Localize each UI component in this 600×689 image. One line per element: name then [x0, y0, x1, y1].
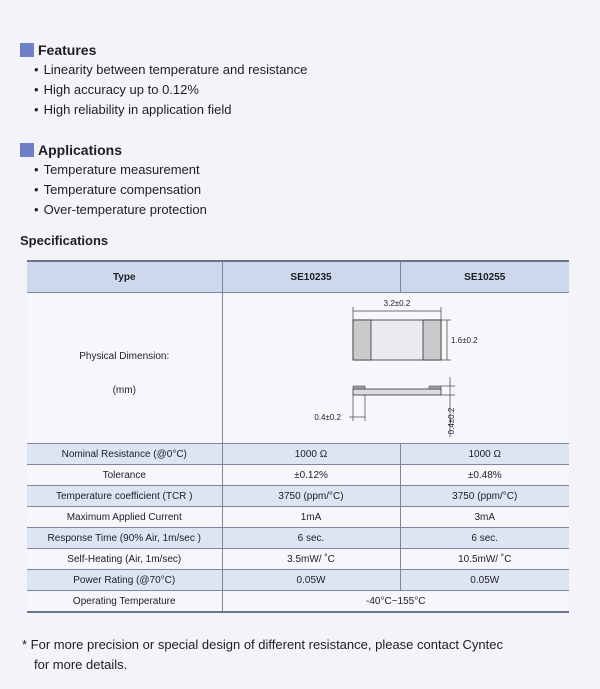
list-item: • High reliability in application field — [34, 100, 307, 120]
row-value-b: ±0.48% — [400, 465, 569, 486]
list-item: • High accuracy up to 0.12% — [34, 80, 307, 100]
row-value-b: 3750 (ppm/°C) — [400, 486, 569, 507]
section-marker-icon — [20, 43, 34, 57]
table-row — [27, 486, 569, 507]
section-marker-icon — [20, 143, 34, 157]
header-model-b: SE10255 — [400, 261, 569, 293]
header-type: Type — [27, 261, 222, 293]
row-value-a: 0.05W — [222, 570, 400, 591]
row-value-a: 1mA — [222, 507, 400, 528]
physical-dimension-row — [27, 293, 569, 444]
specifications-table — [27, 260, 569, 613]
row-value-a: 1000 Ω — [222, 444, 400, 465]
row-label: Power Rating (@70°C) — [27, 570, 222, 591]
list-item: • Over-temperature protection — [34, 200, 207, 220]
features-heading-text: Features — [38, 42, 97, 58]
table-row — [27, 444, 569, 465]
table-row — [27, 465, 569, 486]
table-row — [27, 507, 569, 528]
row-label: Nominal Resistance (@0°C) — [27, 444, 222, 465]
row-value-a: 3.5mW/ ˚C — [222, 549, 400, 570]
specifications-heading: Specifications — [20, 233, 109, 248]
dim-width-label: 1.6±0.2 — [450, 336, 478, 345]
header-model-a: SE10235 — [222, 261, 400, 293]
table-row — [27, 528, 569, 549]
row-label: Temperature coefficient (TCR ) — [27, 486, 222, 507]
row-value-b: 0.05W — [400, 570, 569, 591]
table-header-row — [27, 261, 569, 293]
row-value-b: 6 sec. — [400, 528, 569, 549]
dim-terminal-label: 0.4±0.2 — [313, 413, 341, 422]
list-item: • Linearity between temperature and resistance — [34, 60, 307, 80]
row-value-b: 3mA — [400, 507, 569, 528]
row-value-a: ±0.12% — [222, 465, 400, 486]
physical-dimension-label-cell — [27, 293, 222, 444]
table-row — [27, 570, 569, 591]
row-label: Maximum Applied Current — [27, 507, 222, 528]
footnote-line-1: * For more precision or special design of different resistance, please contact Cyntec — [22, 637, 503, 652]
features-heading — [20, 42, 96, 58]
top-view-icon — [353, 307, 451, 360]
row-label: Tolerance — [27, 465, 222, 486]
dim-length-label: 3.2±0.2 — [383, 299, 410, 308]
applications-list — [34, 160, 207, 220]
footnote-line-2: for more details. — [34, 657, 128, 672]
row-value-a: 6 sec. — [222, 528, 400, 549]
features-list — [34, 60, 307, 120]
row-value-a: 3750 (ppm/°C) — [222, 486, 400, 507]
row-label: Self-Heating (Air, 1m/sec) — [27, 549, 222, 570]
row-value-b: 10.5mW/ ˚C — [400, 549, 569, 570]
physical-dimension-unit: (mm) — [112, 385, 136, 396]
dimension-drawing-cell — [222, 293, 569, 444]
operating-temperature-value: -40°C~155°C — [222, 591, 569, 613]
side-view-icon — [349, 377, 455, 437]
row-value-b: 1000 Ω — [400, 444, 569, 465]
list-item: • Temperature measurement — [34, 160, 207, 180]
row-label: Response Time (90% Air, 1m/sec ) — [27, 528, 222, 549]
operating-temperature-row — [27, 591, 569, 613]
row-label: Operating Temperature — [27, 591, 222, 613]
applications-heading-text: Applications — [38, 142, 123, 158]
applications-heading — [20, 142, 122, 158]
table-row — [27, 549, 569, 570]
footnote — [22, 635, 503, 675]
list-item: • Temperature compensation — [34, 180, 207, 200]
dim-thickness-label: 0.4±0.2 — [446, 407, 456, 435]
dimension-drawing — [223, 293, 570, 443]
physical-dimension-label: Physical Dimension: — [79, 351, 170, 362]
